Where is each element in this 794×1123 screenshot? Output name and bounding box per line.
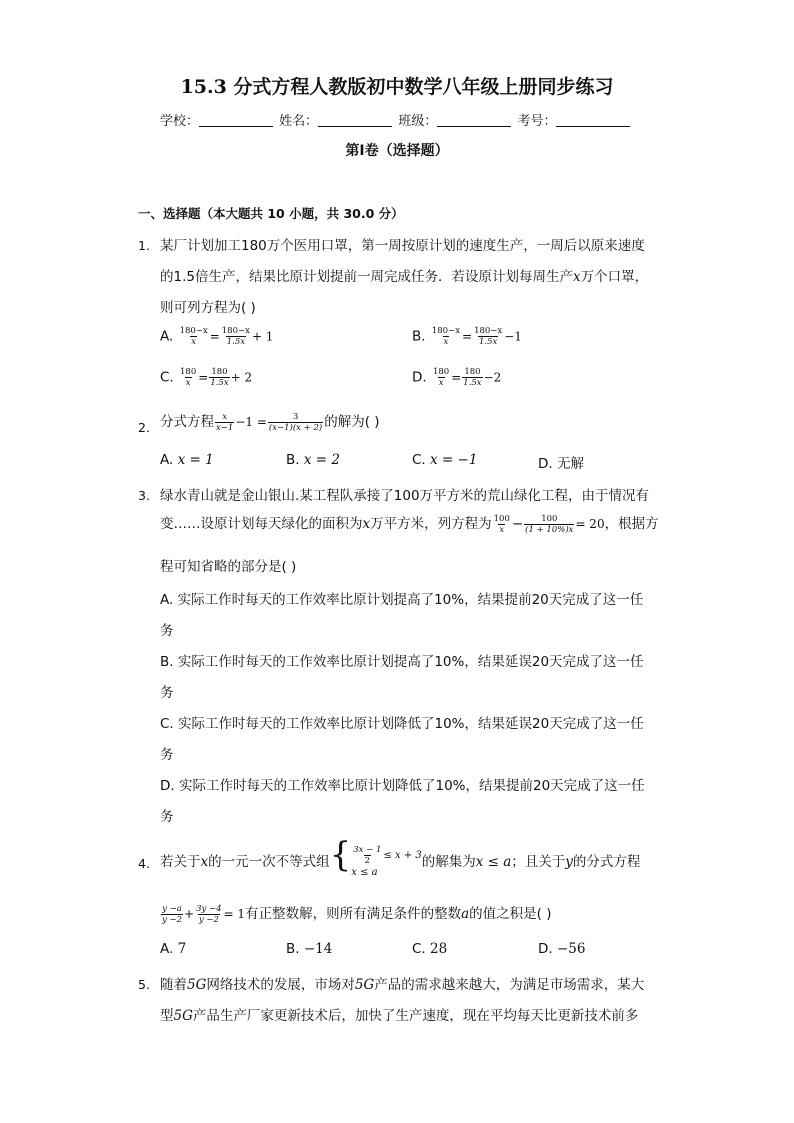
option-c-cont[interactable]: 务 (160, 747, 174, 763)
option-a[interactable]: A. 实际工作时每天的工作效率比原计划提高了10%，结果提前20天完成了这一任 (160, 592, 644, 608)
question-text: 的1.5倍生产，结果比原计划提前一周完成任务．若设原计划每周生产x万个口罩， (160, 269, 649, 285)
option-a[interactable]: A. x = 1 (160, 452, 214, 468)
question-text: 随着5G网络技术的发展，市场对5G产品的需求越来越大，为满足市场需求，某大 (160, 977, 645, 993)
question-text: $\frac{y -a}{y -2}$ + $\frac{3y -4}{y -2}$ = 1有正整数解，则所有满足条件的整数a的值之积是( ) (162, 903, 552, 925)
option-a[interactable]: A. $\frac{180-x}{x}$ = $\frac{180-x}{1.5x}$ + 1 (160, 326, 274, 347)
question-number: 4. (138, 856, 150, 871)
option-b[interactable]: B. x = 2 (286, 452, 340, 468)
question-text: 则可列方程为( ) (160, 300, 256, 316)
exam-no-label: 考号： (517, 114, 557, 129)
question-text: 若关于x的一元一次不等式组{ $\frac{3x - 1}{2}$ ≤ x + 3 x ≤ a 的解集为x ≤ a；且关于y的分式方程 (160, 835, 641, 878)
school-blank[interactable] (199, 114, 273, 127)
option-b[interactable]: B. −14 (286, 941, 333, 957)
option-b-cont[interactable]: 务 (160, 685, 174, 701)
option-c[interactable]: C. 实际工作时每天的工作效率比原计划降低了10%，结果延误20天完成了这一任 (160, 716, 644, 732)
option-d[interactable]: D. 实际工作时每天的工作效率比原计划降低了10%，结果提前20天完成了这一任 (160, 778, 645, 794)
option-b[interactable]: B. $\frac{180-x}{x}$ = $\frac{180-x}{1.5x}$ −1 (412, 326, 522, 347)
option-d[interactable]: D. −56 (538, 941, 586, 957)
question-text: 绿水青山就是金山银山.某工程队承接了100万平方米的荒山绿化工程，由于情况有 (160, 488, 650, 504)
option-a[interactable]: A. 7 (160, 941, 187, 957)
option-b[interactable]: B. 实际工作时每天的工作效率比原计划提高了10%，结果延误20天完成了这一任 (160, 654, 644, 670)
page-title: 15.3 分式方程人教版初中数学八年级上册同步练习 (180, 76, 614, 98)
option-a-cont[interactable]: 务 (160, 623, 174, 639)
question-text: 变……设原计划每天绿化的面积为x万平方米，列方程为 $\frac{100}{x}$ − $\frac{100}{(1 + 10\%)x}$ = 20，根据方 (160, 513, 659, 535)
section-heading: 一、选择题（本大题共 10 小题，共 30.0 分） (138, 206, 404, 221)
class-blank[interactable] (437, 114, 511, 127)
option-c[interactable]: C. $\frac{180}{x}$ = $\frac{180}{1.5x}$ + 2 (160, 367, 253, 388)
class-label: 班级： (398, 114, 438, 129)
question-number: 2. (138, 420, 150, 435)
name-blank[interactable] (318, 114, 392, 127)
option-d-cont[interactable]: 务 (160, 809, 174, 825)
question-text: 型5G产品生产厂家更新技术后，加快了生产速度，现在平均每天比更新技术前多 (160, 1008, 639, 1024)
question-text: 程可知省略的部分是( ) (160, 559, 297, 575)
brace-icon: { (329, 835, 352, 875)
option-d[interactable]: D. $\frac{180}{x}$ = $\frac{180}{1.5x}$ −2 (412, 367, 502, 388)
option-c[interactable]: C. x = −1 (412, 452, 478, 468)
inequality-system: $\frac{3x - 1}{2}$ ≤ x + 3 x ≤ a (351, 845, 422, 878)
name-label: 姓名： (279, 114, 319, 129)
school-label: 学校： (160, 114, 200, 129)
question-number: 1. (138, 238, 150, 253)
student-info-line (160, 110, 632, 129)
question-text: 分式方程 $\frac{x}{x-1}$ −1 = $\frac{3}{(x-1)(x + 2)}$ 的解为( ) (160, 411, 380, 433)
question-text: 某厂计划加工180万个医用口罩，第一周按原计划的速度生产，一周后以原来速度 (160, 238, 645, 254)
exam-no-blank[interactable] (556, 114, 630, 127)
option-d[interactable]: D. 无解 (538, 456, 584, 472)
question-number: 5. (138, 977, 150, 992)
volume-heading: 第Ⅰ卷（选择题） (345, 143, 449, 159)
question-number: 3. (138, 488, 150, 503)
option-c[interactable]: C. 28 (412, 941, 448, 957)
